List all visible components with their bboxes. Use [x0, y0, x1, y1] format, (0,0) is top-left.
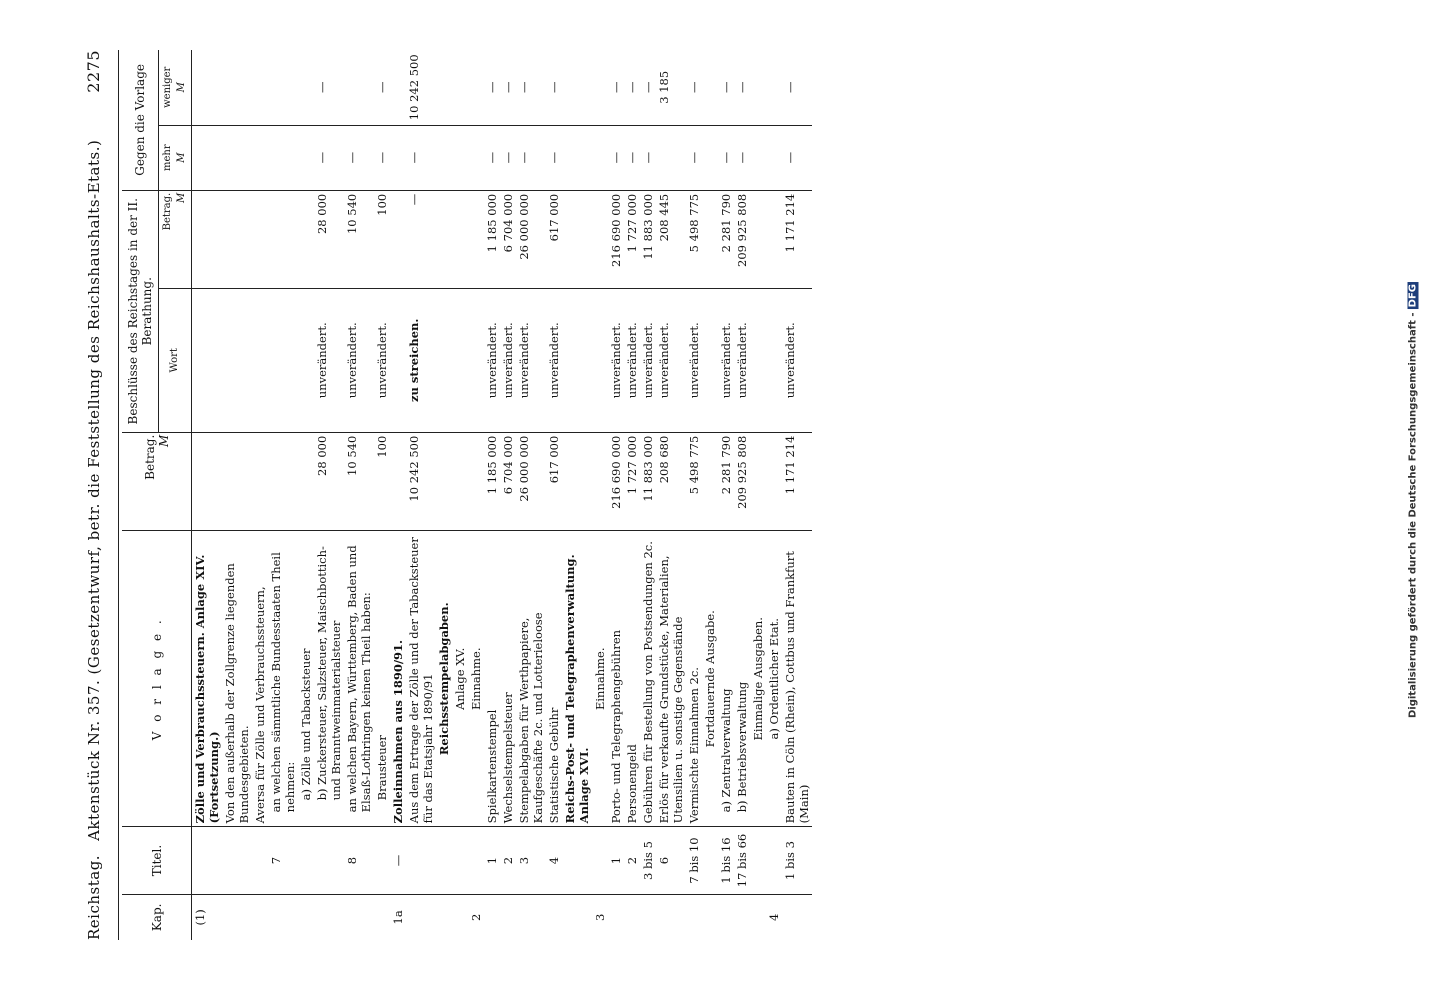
row-kap — [516, 894, 546, 940]
row-description: an welchen Bayern, Württemberg, Baden und Elsaß-Lothringen keinen Theil haben: — [344, 531, 374, 827]
row-description: Porto- und Telegraphengebühren — [608, 531, 624, 827]
row-description: Zolleinnahmen aus 1890/91. — [390, 531, 406, 827]
row-kap — [562, 894, 592, 940]
row-kap — [222, 894, 252, 940]
table-row — [252, 50, 268, 940]
row-weniger: — — [686, 50, 702, 125]
row-description: Einnahme. — [592, 531, 608, 827]
table-row — [222, 50, 252, 940]
row-kap: 1a — [391, 910, 405, 925]
row-kap: 2 — [469, 913, 483, 922]
table-row — [718, 50, 734, 940]
row-betrag: 617 000 — [546, 432, 562, 530]
row-weniger — [592, 50, 608, 125]
col-titel: Titel. — [122, 827, 192, 894]
header-title: Aktenstück Nr. 357. (Gesetzentwurf, betr. die Feststellung des Reichshaushalts-Etats.) — [85, 139, 103, 841]
table-row — [608, 50, 624, 940]
row-weniger: — — [484, 50, 500, 125]
table-row — [500, 50, 516, 940]
row-titel — [766, 827, 782, 894]
table-row — [592, 50, 608, 940]
row-wort: unverändert. — [640, 288, 656, 432]
row-wort: unverändert. — [500, 288, 516, 432]
col-betrag-label: Betrag. — [142, 434, 157, 480]
col-weniger-label: weniger — [162, 66, 173, 108]
row-kap — [314, 894, 344, 940]
row-description: Wechselstempelsteuer — [500, 531, 516, 827]
row-wort: zu streichen. — [406, 288, 436, 432]
table-row — [734, 50, 750, 940]
row-kap — [702, 894, 718, 940]
row-wort — [468, 288, 484, 432]
table-row — [516, 50, 546, 940]
row-kap — [750, 894, 766, 940]
row-wort: unverändert. — [314, 288, 344, 432]
row-betrag — [702, 432, 718, 530]
header-left: Reichstag. — [85, 854, 103, 940]
row-description: Fortdauernde Ausgabe. — [702, 531, 718, 827]
table-row — [390, 50, 406, 940]
row-titel: 1 — [484, 827, 500, 894]
row-weniger — [702, 50, 718, 125]
row-betrag: 100 — [374, 432, 390, 530]
row-weniger: — — [608, 50, 624, 125]
row-wort: unverändert. — [484, 288, 500, 432]
page-number: 2275 — [84, 50, 103, 93]
row-betrag — [592, 432, 608, 530]
row-wort — [222, 288, 252, 432]
row-betrag-beschluss: 100 — [374, 190, 390, 288]
row-weniger — [452, 50, 468, 125]
row-titel — [452, 827, 468, 894]
row-titel: 2 — [500, 827, 516, 894]
row-titel: 8 — [344, 827, 374, 894]
col-betrag2-label: Betrag. — [162, 192, 173, 231]
col-mehr-unit: M — [176, 152, 187, 163]
col-betrag-unit: M — [156, 434, 171, 447]
row-betrag-beschluss — [192, 190, 223, 288]
row-mehr: — — [608, 125, 624, 190]
row-betrag — [750, 432, 766, 530]
row-titel — [468, 827, 484, 894]
row-betrag — [390, 432, 406, 530]
row-mehr: — — [314, 125, 344, 190]
row-betrag: 11 883 000 — [640, 432, 656, 530]
row-description: Erlös für verkaufte Grundstücke, Materialien, Utensilien u. sonstige Gegenstände — [656, 531, 686, 827]
row-weniger — [344, 50, 374, 125]
row-wort — [750, 288, 766, 432]
row-weniger — [390, 50, 406, 125]
row-betrag-beschluss: 1 171 214 — [782, 190, 812, 288]
row-kap: 4 — [767, 913, 781, 922]
digitization-text: Digitalisierung gefördert durch die Deutsche Forschungsgemeinschaft - — [1407, 312, 1419, 719]
row-weniger: — — [500, 50, 516, 125]
row-weniger: — — [374, 50, 390, 125]
table-body — [192, 50, 813, 940]
table-row — [344, 50, 374, 940]
row-wort: unverändert. — [686, 288, 702, 432]
row-weniger: — — [314, 50, 344, 125]
row-description: Spielkartenstempel — [484, 531, 500, 827]
row-titel — [374, 827, 390, 894]
row-mehr: — — [344, 125, 374, 190]
row-description: Personengeld — [624, 531, 640, 827]
table-row — [686, 50, 702, 940]
row-betrag — [766, 432, 782, 530]
row-description: an welchen sämmtliche Bundesstaaten Theil nehmen: — [268, 531, 298, 827]
row-mehr: — — [718, 125, 734, 190]
row-weniger — [298, 50, 314, 125]
row-betrag-beschluss — [436, 190, 452, 288]
row-wort: unverändert. — [374, 288, 390, 432]
table-row — [546, 50, 562, 940]
row-betrag-beschluss — [562, 190, 592, 288]
row-titel — [436, 827, 452, 894]
row-titel: 1 bis 16 — [718, 827, 734, 894]
row-wort — [592, 288, 608, 432]
row-mehr: — — [484, 125, 500, 190]
row-betrag-beschluss: 208 445 — [656, 190, 686, 288]
col-mehr-label: mehr — [162, 144, 173, 171]
row-weniger: 3 185 — [656, 50, 686, 125]
table-row — [314, 50, 344, 940]
col-beschluesse: Beschlüsse des Reichstages in der II. Berathung. — [122, 190, 159, 432]
row-mehr — [452, 125, 468, 190]
row-betrag-beschluss: 2 281 790 — [718, 190, 734, 288]
row-betrag: 208 680 — [656, 432, 686, 530]
row-betrag — [268, 432, 298, 530]
row-mehr — [750, 125, 766, 190]
row-betrag-beschluss: 1 185 000 — [484, 190, 500, 288]
row-titel: 2 — [624, 827, 640, 894]
table-row — [484, 50, 500, 940]
row-weniger — [222, 50, 252, 125]
row-description: Brausteuer — [374, 531, 390, 827]
row-mehr: — — [374, 125, 390, 190]
row-mehr — [702, 125, 718, 190]
row-mehr — [766, 125, 782, 190]
row-mehr: — — [640, 125, 656, 190]
row-betrag-beschluss: 617 000 — [546, 190, 562, 288]
row-mehr: — — [406, 125, 436, 190]
row-description: Von den außerhalb der Zollgrenze liegenden Bundesgebieten. — [222, 531, 252, 827]
row-betrag-beschluss — [750, 190, 766, 288]
row-betrag-beschluss — [702, 190, 718, 288]
row-wort: unverändert. — [656, 288, 686, 432]
row-mehr: — — [516, 125, 546, 190]
row-description: Anlage XV. — [452, 531, 468, 827]
row-description: Vermischte Einnahmen 2c. — [686, 531, 702, 827]
row-weniger: — — [734, 50, 750, 125]
row-mehr — [562, 125, 592, 190]
row-kap — [640, 894, 656, 940]
table-row — [656, 50, 686, 940]
row-weniger: — — [640, 50, 656, 125]
row-wort — [390, 288, 406, 432]
row-mehr — [268, 125, 298, 190]
row-weniger — [766, 50, 782, 125]
col-betrag2-unit: M — [176, 192, 187, 204]
document-page — [66, 40, 1366, 960]
table-row — [562, 50, 592, 940]
row-mehr: — — [734, 125, 750, 190]
row-wort — [766, 288, 782, 432]
row-wort: unverändert. — [718, 288, 734, 432]
row-titel — [192, 827, 223, 894]
row-mehr — [656, 125, 686, 190]
row-titel — [298, 827, 314, 894]
row-kap: 3 — [593, 913, 607, 922]
row-mehr: — — [686, 125, 702, 190]
row-betrag — [298, 432, 314, 530]
row-betrag: 1 727 000 — [624, 432, 640, 530]
table-row — [298, 50, 314, 940]
table-row — [624, 50, 640, 940]
row-betrag: 216 690 000 — [608, 432, 624, 530]
row-description: Reichsstempelabgaben. — [436, 531, 452, 827]
table-row — [436, 50, 452, 940]
row-kap — [546, 894, 562, 940]
row-kap — [344, 894, 374, 940]
col-vorlage: V o r l a g e . — [122, 531, 192, 827]
row-wort: unverändert. — [624, 288, 640, 432]
row-weniger: — — [782, 50, 812, 125]
table-row — [406, 50, 436, 940]
row-wort — [452, 288, 468, 432]
col-mehr — [159, 125, 192, 190]
row-mehr — [592, 125, 608, 190]
table-row — [782, 50, 812, 940]
row-description: Statistische Gebühr — [546, 531, 562, 827]
row-weniger — [562, 50, 592, 125]
row-kap — [484, 894, 500, 940]
row-betrag-beschluss — [452, 190, 468, 288]
row-betrag-beschluss — [252, 190, 268, 288]
row-kap — [252, 894, 268, 940]
row-kap — [374, 894, 390, 940]
row-kap — [608, 894, 624, 940]
row-wort — [192, 288, 223, 432]
table-row — [766, 50, 782, 940]
row-mehr: — — [546, 125, 562, 190]
row-mehr: — — [782, 125, 812, 190]
row-kap — [298, 894, 314, 940]
table-row — [268, 50, 298, 940]
row-weniger — [436, 50, 452, 125]
row-wort: unverändert. — [516, 288, 546, 432]
table-row — [640, 50, 656, 940]
row-betrag-beschluss: 11 883 000 — [640, 190, 656, 288]
row-betrag-beschluss — [298, 190, 314, 288]
row-betrag-beschluss — [390, 190, 406, 288]
row-betrag — [468, 432, 484, 530]
col-kap: Kap. — [122, 894, 192, 940]
row-betrag: 28 000 — [314, 432, 344, 530]
row-betrag-beschluss — [222, 190, 252, 288]
row-kap — [686, 894, 702, 940]
row-betrag: 1 171 214 — [782, 432, 812, 530]
row-titel: 6 — [656, 827, 686, 894]
row-betrag-beschluss: 5 498 775 — [686, 190, 702, 288]
row-titel: 17 bis 66 — [734, 827, 750, 894]
row-betrag-beschluss: 10 540 — [344, 190, 374, 288]
row-betrag — [252, 432, 268, 530]
row-description: a) Zentralverwaltung — [718, 531, 734, 827]
row-betrag — [436, 432, 452, 530]
row-description: Zölle und Verbrauchssteuern. Anlage XIV. (Fortsetzung.) — [192, 531, 223, 827]
table-row — [374, 50, 390, 940]
budget-table — [122, 50, 812, 940]
row-titel — [592, 827, 608, 894]
row-description: a) Ordentlicher Etat. — [766, 531, 782, 827]
row-betrag: 1 185 000 — [484, 432, 500, 530]
row-kap — [624, 894, 640, 940]
row-betrag: 6 704 000 — [500, 432, 516, 530]
row-wort: unverändert. — [546, 288, 562, 432]
row-mehr — [436, 125, 452, 190]
row-description: Einmalige Ausgaben. — [750, 531, 766, 827]
row-weniger: 10 242 500 — [406, 50, 436, 125]
row-wort: unverändert. — [608, 288, 624, 432]
row-titel: 7 bis 10 — [686, 827, 702, 894]
row-betrag-beschluss: 216 690 000 — [608, 190, 624, 288]
row-weniger — [468, 50, 484, 125]
dfg-logo: DFG — [1407, 283, 1419, 308]
row-betrag-beschluss: 1 727 000 — [624, 190, 640, 288]
row-mehr: — — [624, 125, 640, 190]
row-titel: 1 — [608, 827, 624, 894]
row-titel: — — [390, 827, 406, 894]
row-betrag: 10 242 500 — [406, 432, 436, 530]
row-kap — [452, 894, 468, 940]
row-betrag — [222, 432, 252, 530]
row-mehr — [468, 125, 484, 190]
page-header — [84, 50, 110, 940]
row-betrag: 10 540 — [344, 432, 374, 530]
row-description: b) Betriebsverwaltung — [734, 531, 750, 827]
table-row — [452, 50, 468, 940]
row-wort — [702, 288, 718, 432]
header-rule — [118, 50, 119, 940]
row-kap — [782, 894, 812, 940]
row-kap — [500, 894, 516, 940]
row-titel: 1 bis 3 — [782, 827, 812, 894]
row-wort — [562, 288, 592, 432]
row-description: b) Zuckersteuer, Salzsteuer, Maischbottich- und Branntweinmaterialsteuer — [314, 531, 344, 827]
row-betrag-beschluss: 26 000 000 — [516, 190, 546, 288]
col-weniger — [159, 50, 192, 125]
row-betrag-beschluss — [592, 190, 608, 288]
row-kap — [656, 894, 686, 940]
col-gegen: Gegen die Vorlage — [122, 50, 159, 190]
row-titel — [750, 827, 766, 894]
row-betrag-beschluss — [468, 190, 484, 288]
row-mehr — [298, 125, 314, 190]
row-description: Aversa für Zölle und Verbrauchssteuern, — [252, 531, 268, 827]
row-betrag — [452, 432, 468, 530]
row-betrag-beschluss: 209 925 808 — [734, 190, 750, 288]
row-wort: unverändert. — [782, 288, 812, 432]
row-description: a) Zölle und Tabacksteuer — [298, 531, 314, 827]
row-kap — [406, 894, 436, 940]
row-description: Einnahme. — [468, 531, 484, 827]
row-betrag — [192, 432, 223, 530]
row-weniger — [268, 50, 298, 125]
row-titel: 4 — [546, 827, 562, 894]
row-titel — [702, 827, 718, 894]
row-betrag: 26 000 000 — [516, 432, 546, 530]
row-kap — [268, 894, 298, 940]
row-betrag-beschluss: 28 000 — [314, 190, 344, 288]
row-description: Aus dem Ertrage der Zölle und der Tabacksteuer für das Etatsjahr 1890/91 — [406, 531, 436, 827]
digitization-note — [1404, 8, 1422, 992]
row-weniger: — — [718, 50, 734, 125]
row-kap — [436, 894, 452, 940]
row-betrag: 2 281 790 — [718, 432, 734, 530]
row-weniger — [252, 50, 268, 125]
row-titel: 7 — [268, 827, 298, 894]
table-row — [750, 50, 766, 940]
row-titel — [252, 827, 268, 894]
row-betrag-beschluss — [268, 190, 298, 288]
row-wort — [268, 288, 298, 432]
row-weniger — [192, 50, 223, 125]
row-betrag-beschluss — [766, 190, 782, 288]
row-titel — [314, 827, 344, 894]
row-titel: 3 — [516, 827, 546, 894]
row-titel — [562, 827, 592, 894]
row-betrag: 5 498 775 — [686, 432, 702, 530]
col-weniger-unit: M — [176, 82, 187, 93]
row-wort — [436, 288, 452, 432]
col-betrag — [122, 432, 192, 530]
row-weniger: — — [516, 50, 546, 125]
col-wort: Wort — [159, 288, 192, 432]
row-betrag: 209 925 808 — [734, 432, 750, 530]
row-mehr — [222, 125, 252, 190]
row-wort: unverändert. — [734, 288, 750, 432]
row-mehr — [192, 125, 223, 190]
row-kap — [718, 894, 734, 940]
row-mehr — [252, 125, 268, 190]
table-row — [702, 50, 718, 940]
row-betrag-beschluss: — — [406, 190, 436, 288]
row-description: Stempelabgaben für Werthpapiere, Kaufgeschäfte 2c. und Lotterieloose — [516, 531, 546, 827]
row-betrag-beschluss: 6 704 000 — [500, 190, 516, 288]
table-row — [192, 50, 223, 940]
row-description: Bauten in Cöln (Rhein), Cottbus und Frankfurt (Main) — [782, 531, 812, 827]
col-betrag2 — [159, 190, 192, 288]
row-mehr — [390, 125, 406, 190]
row-description: Reichs-Post- und Telegraphenverwaltung. Anlage XVI. — [562, 531, 592, 827]
table-row — [468, 50, 484, 940]
row-kap — [734, 894, 750, 940]
row-wort — [298, 288, 314, 432]
row-betrag — [562, 432, 592, 530]
row-wort — [252, 288, 268, 432]
row-weniger: — — [624, 50, 640, 125]
row-description: Gebühren für Bestellung von Postsendungen 2c. — [640, 531, 656, 827]
row-weniger — [750, 50, 766, 125]
row-mehr: — — [500, 125, 516, 190]
row-weniger: — — [546, 50, 562, 125]
row-titel — [406, 827, 436, 894]
row-wort: unverändert. — [344, 288, 374, 432]
row-kap: (1) — [193, 909, 207, 926]
row-titel — [222, 827, 252, 894]
row-titel: 3 bis 5 — [640, 827, 656, 894]
